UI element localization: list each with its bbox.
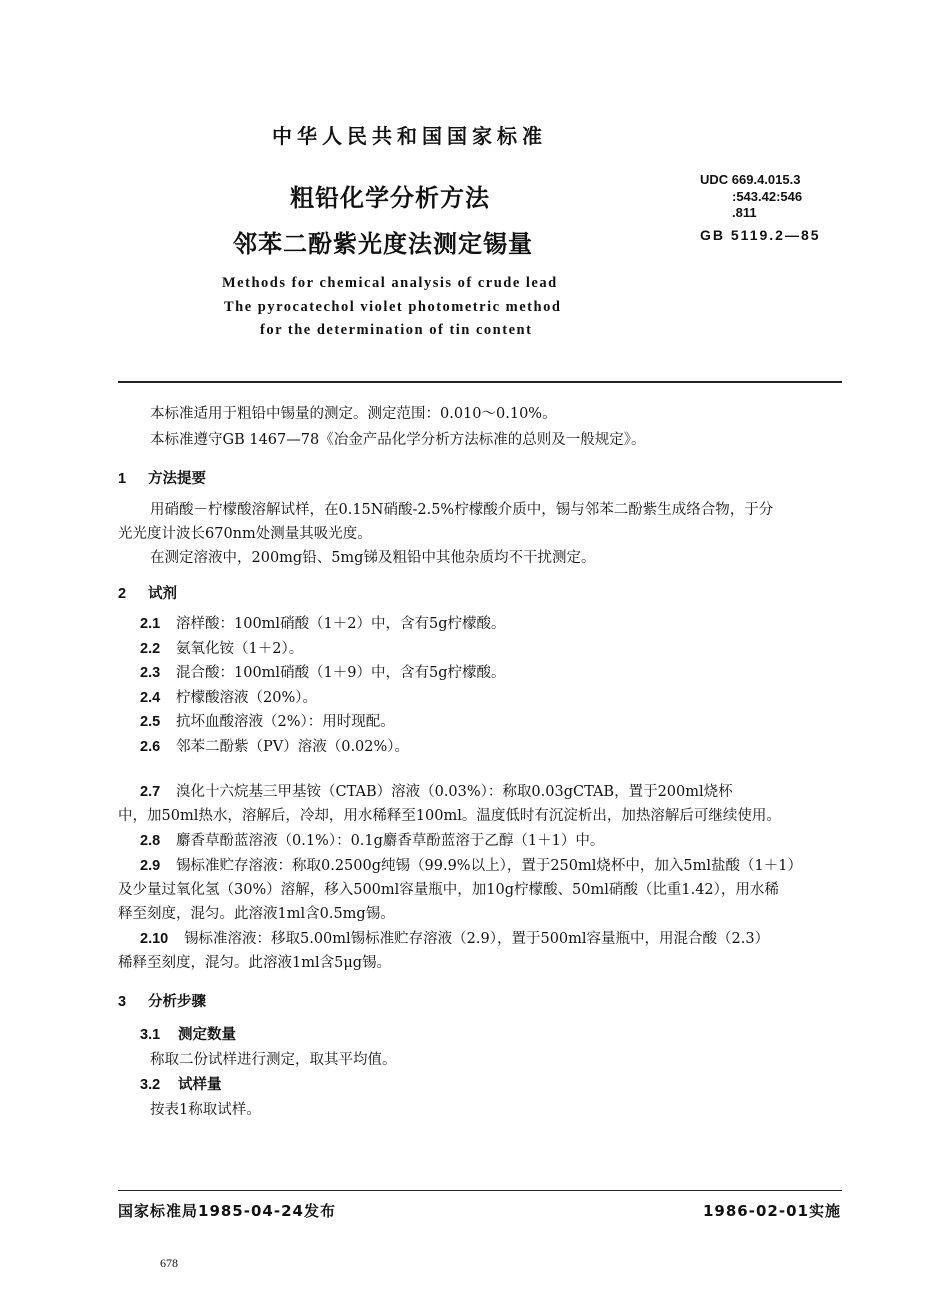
section1-p1-line2: 光光度计波长670nm处测量其吸光度。 [118,526,372,542]
reagent-text: 溶样酸：100ml硝酸（1＋2）中，含有5g柠檬酸。 [176,616,506,632]
reagent-item-2-10-line2: 稀释至刻度，混匀。此溶液1ml含5μg锡。 [118,955,392,971]
subsection-number: 3.1 [140,1027,161,1043]
section2-heading [118,582,177,603]
reagent-text: 邻苯二酚紫（PV）溶液（0.02%）。 [176,738,410,755]
reagent-number: 2.6 [140,738,161,755]
footer-divider [118,1190,842,1191]
reagent-item-2-9-line3: 释至刻度，混匀。此溶液1ml含0.5mg锡。 [118,906,395,922]
subsection-3-1-heading [140,1023,236,1044]
reagent-text: 麝香草酚蓝溶液（0.1%）：0.1g麝香草酚蓝溶于乙醇（1＋1）中。 [176,833,605,849]
reagent-number: 2.3 [140,665,161,681]
reagent-item [140,710,395,731]
reagent-number: 2.9 [140,858,161,874]
issue-date: 国家标准局1985-04-24发布 [118,1202,336,1220]
section1-p2: 在测定溶液中，200mg铅、5mg锑及粗铅中其他杂质均不干扰测定。 [150,550,596,566]
reagent-number: 2.2 [140,640,161,657]
reagent-text: 溴化十六烷基三甲基铵（CTAB）溶液（0.03%）：称取0.03gCTAB，置于200ml烧杯 [176,784,733,800]
document-title-line2: 邻苯二酚紫光度法测定锡量 [233,230,533,258]
section1-p1-line1: 用硝酸－柠檬酸溶解试样，在0.15N硝酸-2.5%柠檬酸介质中，锡与邻苯二酚紫生成络合物，于分 [150,502,774,518]
gb-number: GB 5119.2—85 [700,227,821,243]
reagent-number: 2.4 [140,689,161,706]
intro-reference: 本标准遵守GB 1467—78《冶金产品化学分析方法标准的总则及一般规定》。 [150,432,646,448]
reagent-number: 2.10 [140,931,169,947]
english-title-line1: Methods for chemical analysis of crude lead [222,275,558,291]
page-number: 678 [160,1256,178,1270]
reagent-item-2-10-line1 [140,927,769,948]
reagent-item [140,661,506,682]
english-title-line2: The pyrocatechol violet photometric method [224,299,562,315]
reagent-text: 锡标准贮存溶液：称取0.2500g纯锡（99.9%以上），置于250ml烧杯中，加入5ml盐酸（1＋1） [176,858,802,874]
subsection-title: 试样量 [178,1077,222,1093]
header-divider [118,381,842,383]
reagent-text: 柠檬酸溶液（20%）。 [176,689,317,706]
udc-line1: UDC 669.4.015.3 [700,172,801,187]
subsection-number: 3.2 [140,1077,161,1093]
section3-title: 分析步骤 [148,994,206,1010]
section1-heading [118,467,206,488]
reagent-number: 2.1 [140,616,161,632]
reagent-item [140,686,317,707]
effective-date: 1986-02-01实施 [703,1202,841,1220]
section2-number: 2 [118,586,127,602]
reagent-item [140,637,303,658]
document-title-line1: 粗铅化学分析方法 [290,184,490,212]
subsection-3-2-heading [140,1073,222,1094]
intro-scope: 本标准适用于粗铅中锡量的测定。测定范围：0.010～0.10%。 [150,406,557,422]
reagent-item-2-8 [140,829,604,850]
reagent-item-2-9-line2: 及少量过氧化氢（30%）溶解，移入500ml容量瓶中，加10g柠檬酸、50ml硝酸（比重1.42），用水稀 [118,882,779,898]
reagent-item-2-7-line2: 中，加50ml热水，溶解后，冷却，用水稀释至100ml。温度低时有沉淀析出，加热溶解后可继续使用。 [118,808,781,824]
udc-line3: .811 [732,205,757,220]
english-title-line3: for the determination of tin content [260,322,533,338]
section3-heading [118,990,206,1011]
national-standard-heading: 中华人民共和国国家标准 [272,124,547,148]
reagent-item-2-9-line1 [140,854,802,875]
subsection-3-2-text: 按表1称取试样。 [150,1102,261,1118]
subsection-3-1-text: 称取二份试样进行测定，取其平均值。 [150,1052,397,1068]
reagent-item [140,735,409,756]
section1-number: 1 [118,471,127,487]
reagent-text: 氨氧化铵（1＋2）。 [176,640,304,657]
reagent-text: 混合酸：100ml硝酸（1＋9）中，含有5g柠檬酸。 [176,665,506,681]
subsection-title: 测定数量 [178,1027,236,1043]
reagent-number: 2.5 [140,714,161,730]
reagent-number: 2.7 [140,784,161,800]
udc-line2: :543.42:546 [732,189,803,204]
reagent-number: 2.8 [140,833,161,849]
section2-title: 试剂 [148,586,177,602]
section3-number: 3 [118,994,127,1010]
section1-title: 方法提要 [148,471,206,487]
reagent-text: 抗坏血酸溶液（2%）：用时现配。 [176,714,395,730]
reagent-text: 锡标准溶液：移取5.00ml锡标准贮存溶液（2.9），置于500ml容量瓶中，用混合酸（2.3） [184,931,770,947]
reagent-item-2-7-line1 [140,780,733,801]
reagent-item [140,612,506,633]
